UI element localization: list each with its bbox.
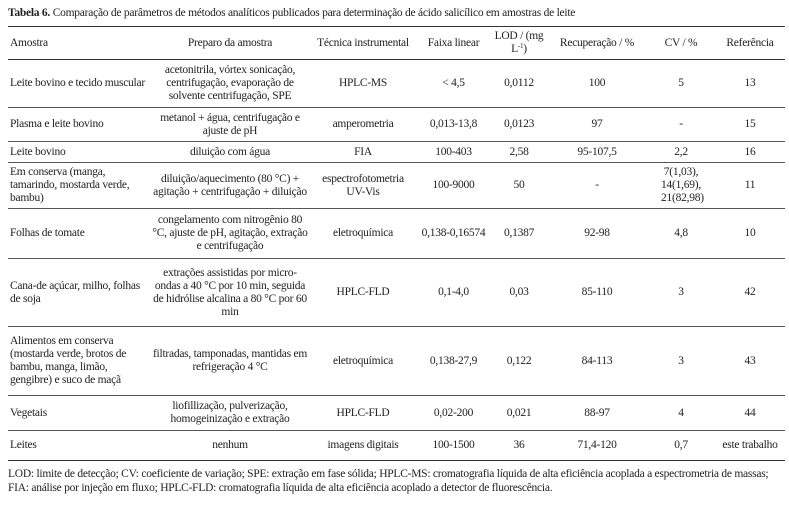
- cell-preparo: diluição/aquecimento (80 °C) + agitação + centrifugação + diluição: [150, 163, 310, 209]
- cell-lod: 36: [491, 431, 547, 461]
- cell-ref: 13: [715, 60, 785, 108]
- table-row: [8, 108, 785, 142]
- cell-cv: -: [647, 108, 715, 142]
- cell-faixa: 0,02-200: [416, 396, 491, 431]
- cell-preparo: filtradas, tamponadas, mantidas em refrigeração 4 °C: [150, 327, 310, 396]
- cell-rec: 84-113: [547, 327, 647, 396]
- cell-amostra: Leite bovino: [8, 142, 150, 163]
- cell-cv: 5: [647, 60, 715, 108]
- table-footnote: LOD: limite de detecção; CV: coeficiente de variação; SPE: extração em fase sólida; HPLC-MS: cromatografia líquida de alta eficiência acoplada a espectrometria de massas; FIA: análise por injeção em fluxo; HPLC-FLD: cromatografia líquida de alta eficiência acoplado a detector de fluorescência.: [8, 468, 769, 494]
- caption-text: Comparação de parâmetros de métodos analíticos publicados para determinação de ácido salicílico em amostras de leite: [50, 7, 576, 19]
- cell-lod: 0,122: [491, 327, 547, 396]
- cell-faixa: 0,1-4,0: [416, 259, 491, 327]
- cell-lod: 0,1387: [491, 209, 547, 259]
- cell-cv: 2,2: [647, 142, 715, 163]
- cell-cv: 3: [647, 327, 715, 396]
- header-tecnica: Técnica instrumental: [310, 27, 416, 60]
- cell-rec: 71,4-120: [547, 431, 647, 461]
- cell-amostra: Plasma e leite bovino: [8, 108, 150, 142]
- cell-tecnica: HPLC-FLD: [310, 259, 416, 327]
- cell-faixa: 0,138-0,16574: [416, 209, 491, 259]
- cell-tecnica: imagens digitais: [310, 431, 416, 461]
- cell-tecnica: eletroquímica: [310, 209, 416, 259]
- cell-rec: 100: [547, 60, 647, 108]
- cell-amostra: Folhas de tomate: [8, 209, 150, 259]
- cell-faixa: 0,138-27,9: [416, 327, 491, 396]
- table-row: [8, 327, 785, 396]
- cell-amostra: Leites: [8, 431, 150, 461]
- header-recuperacao: Recuperação / %: [547, 27, 647, 60]
- header-faixa: Faixa linear: [416, 27, 491, 60]
- header-lod-text: LOD / (mg L: [494, 30, 544, 55]
- cell-lod: 0,0112: [491, 60, 547, 108]
- cell-preparo: extrações assistidas por micro-ondas a 40 °C por 10 min, seguida de hidrólise alcalina a 80 °C por 60 min: [150, 259, 310, 327]
- cell-faixa: 100-1500: [416, 431, 491, 461]
- cell-tecnica: HPLC-MS: [310, 60, 416, 108]
- cell-ref: este trabalho: [715, 431, 785, 461]
- cell-tecnica: eletroquímica: [310, 327, 416, 396]
- cell-ref: 16: [715, 142, 785, 163]
- comparison-table: [8, 26, 785, 461]
- cell-ref: 42: [715, 259, 785, 327]
- header-lod-close: ): [523, 43, 527, 55]
- header-lod: [491, 27, 547, 60]
- cell-ref: 43: [715, 327, 785, 396]
- cell-preparo: nenhum: [150, 431, 310, 461]
- cell-tecnica: FIA: [310, 142, 416, 163]
- cell-rec: -: [547, 163, 647, 209]
- cell-amostra: Cana-de açúcar, milho, folhas de soja: [8, 259, 150, 327]
- cell-preparo: liofillização, pulverização, homogeinização e extração: [150, 396, 310, 431]
- header-row: [8, 27, 785, 60]
- cell-amostra: Leite bovino e tecido muscular: [8, 60, 150, 108]
- cell-rec: 92-98: [547, 209, 647, 259]
- header-amostra: Amostra: [8, 27, 150, 60]
- cell-ref: 11: [715, 163, 785, 209]
- cell-preparo: diluição com água: [150, 142, 310, 163]
- header-preparo: Preparo da amostra: [150, 27, 310, 60]
- cell-rec: 85-110: [547, 259, 647, 327]
- cell-amostra: Vegetais: [8, 396, 150, 431]
- cell-tecnica: espectrofotometria UV-Vis: [310, 163, 416, 209]
- header-cv: CV / %: [647, 27, 715, 60]
- cell-faixa: < 4,5: [416, 60, 491, 108]
- cell-rec: 97: [547, 108, 647, 142]
- cell-ref: 15: [715, 108, 785, 142]
- cell-amostra: Alimentos em conserva (mostarda verde, brotos de bambu, manga, limão, gengibre) e suco de maçã: [8, 327, 150, 396]
- table-document: [8, 6, 785, 495]
- caption-label: Tabela 6.: [8, 7, 51, 19]
- table-row: [8, 259, 785, 327]
- cell-cv: 4,8: [647, 209, 715, 259]
- table-row: [8, 431, 785, 461]
- header-referencia: Referência: [715, 27, 785, 60]
- cell-tecnica: amperometria: [310, 108, 416, 142]
- cell-tecnica: HPLC-FLD: [310, 396, 416, 431]
- cell-lod: 0,0123: [491, 108, 547, 142]
- cell-rec: 88-97: [547, 396, 647, 431]
- table-row: [8, 163, 785, 209]
- cell-lod: 50: [491, 163, 547, 209]
- table-row: [8, 209, 785, 259]
- cell-preparo: congelamento com nitrogênio 80 °C, ajuste de pH, agitação, extração e centrifugação: [150, 209, 310, 259]
- cell-preparo: metanol + água, centrifugação e ajuste de pH: [150, 108, 310, 142]
- cell-amostra: Em conserva (manga, tamarindo, mostarda verde, bambu): [8, 163, 150, 209]
- cell-faixa: 100-9000: [416, 163, 491, 209]
- cell-ref: 10: [715, 209, 785, 259]
- table-row: [8, 60, 785, 108]
- cell-lod: 2,58: [491, 142, 547, 163]
- cell-cv: 7(1,03), 14(1,69), 21(82,98): [647, 163, 715, 209]
- table-row: [8, 396, 785, 431]
- cell-lod: 0,03: [491, 259, 547, 327]
- cell-cv: 0,7: [647, 431, 715, 461]
- cell-faixa: 100-403: [416, 142, 491, 163]
- table-caption: [8, 6, 785, 26]
- cell-lod: 0,021: [491, 396, 547, 431]
- table-row: [8, 142, 785, 163]
- cell-cv: 3: [647, 259, 715, 327]
- cell-ref: 44: [715, 396, 785, 431]
- cell-rec: 95-107,5: [547, 142, 647, 163]
- header-lod-sup: -1: [517, 42, 524, 50]
- cell-faixa: 0,013-13,8: [416, 108, 491, 142]
- cell-preparo: acetonitrila, vórtex sonicação, centrifugação, evaporação de solvente centrifugação, SPE: [150, 60, 310, 108]
- cell-cv: 4: [647, 396, 715, 431]
